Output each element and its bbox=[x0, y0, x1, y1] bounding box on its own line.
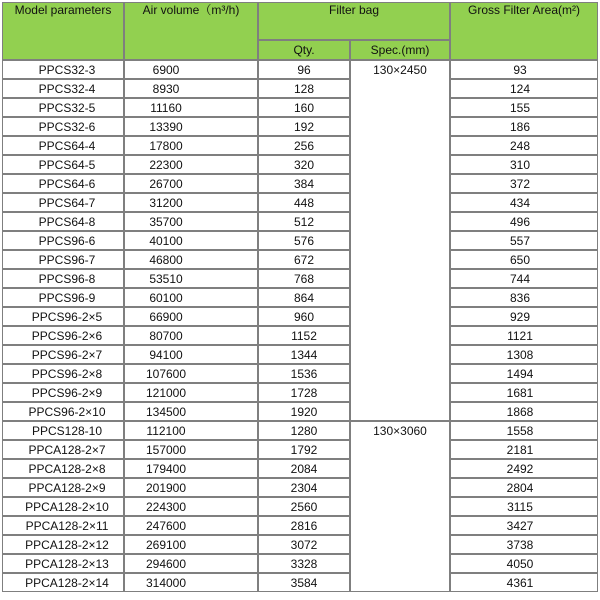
table-row bbox=[2, 136, 598, 155]
cell-model: PPCA128-2×12 bbox=[2, 535, 124, 554]
table-row bbox=[2, 231, 598, 250]
cell-qty: 864 bbox=[258, 288, 350, 307]
cell-air-volume: 314000 bbox=[124, 573, 258, 592]
cell-area: 557 bbox=[450, 231, 598, 250]
cell-area: 929 bbox=[450, 307, 598, 326]
cell-model: PPCS64-4 bbox=[2, 136, 124, 155]
cell-air-volume: 121000 bbox=[124, 383, 258, 402]
cell-air-volume: 35700 bbox=[124, 212, 258, 231]
cell-model: PPCA128-2×10 bbox=[2, 497, 124, 516]
cell-spec: 130×3060 bbox=[350, 421, 450, 592]
cell-area: 1681 bbox=[450, 383, 598, 402]
cell-model: PPCA128-2×11 bbox=[2, 516, 124, 535]
cell-qty: 128 bbox=[258, 79, 350, 98]
cell-area: 496 bbox=[450, 212, 598, 231]
table-row bbox=[2, 326, 598, 345]
cell-qty: 1728 bbox=[258, 383, 350, 402]
header-filter-bag: Filter bag bbox=[258, 2, 450, 40]
table-row bbox=[2, 155, 598, 174]
cell-area: 1868 bbox=[450, 402, 598, 421]
table-row bbox=[2, 516, 598, 535]
cell-area: 650 bbox=[450, 250, 598, 269]
cell-model: PPCS96-2×6 bbox=[2, 326, 124, 345]
cell-area: 124 bbox=[450, 79, 598, 98]
table-row bbox=[2, 421, 598, 440]
cell-area: 186 bbox=[450, 117, 598, 136]
cell-qty: 160 bbox=[258, 98, 350, 117]
table-row bbox=[2, 345, 598, 364]
cell-qty: 448 bbox=[258, 193, 350, 212]
cell-air-volume: 80700 bbox=[124, 326, 258, 345]
cell-qty: 1152 bbox=[258, 326, 350, 345]
cell-model: PPCS96-2×5 bbox=[2, 307, 124, 326]
table-row bbox=[2, 60, 598, 79]
cell-area: 434 bbox=[450, 193, 598, 212]
cell-qty: 1280 bbox=[258, 421, 350, 440]
cell-qty: 1792 bbox=[258, 440, 350, 459]
table-row bbox=[2, 535, 598, 554]
table-row bbox=[2, 79, 598, 98]
cell-model: PPCS96-8 bbox=[2, 269, 124, 288]
cell-model: PPCS64-6 bbox=[2, 174, 124, 193]
cell-air-volume: 13390 bbox=[124, 117, 258, 136]
cell-model: PPCA128-2×7 bbox=[2, 440, 124, 459]
cell-model: PPCA128-2×8 bbox=[2, 459, 124, 478]
spec-table bbox=[2, 2, 598, 592]
cell-qty: 320 bbox=[258, 155, 350, 174]
header-gross-filter-area: Gross Filter Area(m²) bbox=[450, 2, 598, 60]
cell-air-volume: 269100 bbox=[124, 535, 258, 554]
cell-model: PPCA128-2×9 bbox=[2, 478, 124, 497]
cell-model: PPCS64-7 bbox=[2, 193, 124, 212]
table-row bbox=[2, 307, 598, 326]
table-row bbox=[2, 478, 598, 497]
cell-area: 3738 bbox=[450, 535, 598, 554]
table-row bbox=[2, 459, 598, 478]
header-model-parameters: Model parameters bbox=[2, 2, 124, 60]
cell-model: PPCS32-3 bbox=[2, 60, 124, 79]
cell-qty: 2816 bbox=[258, 516, 350, 535]
cell-air-volume: 6900 bbox=[124, 60, 258, 79]
cell-area: 744 bbox=[450, 269, 598, 288]
cell-air-volume: 94100 bbox=[124, 345, 258, 364]
table-row bbox=[2, 440, 598, 459]
cell-qty: 2560 bbox=[258, 497, 350, 516]
header-air-volume: Air volume（m³/h) bbox=[124, 2, 258, 60]
cell-air-volume: 294600 bbox=[124, 554, 258, 573]
cell-qty: 384 bbox=[258, 174, 350, 193]
cell-air-volume: 26700 bbox=[124, 174, 258, 193]
cell-model: PPCS64-5 bbox=[2, 155, 124, 174]
cell-model: PPCS96-2×10 bbox=[2, 402, 124, 421]
cell-model: PPCA128-2×13 bbox=[2, 554, 124, 573]
cell-model: PPCS96-7 bbox=[2, 250, 124, 269]
cell-air-volume: 107600 bbox=[124, 364, 258, 383]
table-row bbox=[2, 554, 598, 573]
cell-air-volume: 17800 bbox=[124, 136, 258, 155]
cell-qty: 1536 bbox=[258, 364, 350, 383]
cell-air-volume: 11160 bbox=[124, 98, 258, 117]
cell-area: 2492 bbox=[450, 459, 598, 478]
cell-qty: 192 bbox=[258, 117, 350, 136]
cell-qty: 3328 bbox=[258, 554, 350, 573]
cell-qty: 1920 bbox=[258, 402, 350, 421]
cell-model: PPCS128-10 bbox=[2, 421, 124, 440]
cell-model: PPCA128-2×14 bbox=[2, 573, 124, 592]
cell-air-volume: 179400 bbox=[124, 459, 258, 478]
cell-air-volume: 53510 bbox=[124, 269, 258, 288]
header-spec: Spec.(mm) bbox=[350, 40, 450, 60]
cell-air-volume: 46800 bbox=[124, 250, 258, 269]
table-row bbox=[2, 212, 598, 231]
cell-air-volume: 224300 bbox=[124, 497, 258, 516]
cell-area: 372 bbox=[450, 174, 598, 193]
cell-qty: 576 bbox=[258, 231, 350, 250]
cell-model: PPCS96-2×7 bbox=[2, 345, 124, 364]
cell-qty: 1344 bbox=[258, 345, 350, 364]
cell-air-volume: 8930 bbox=[124, 79, 258, 98]
table-row bbox=[2, 250, 598, 269]
cell-area: 93 bbox=[450, 60, 598, 79]
cell-qty: 960 bbox=[258, 307, 350, 326]
cell-area: 2804 bbox=[450, 478, 598, 497]
cell-qty: 3072 bbox=[258, 535, 350, 554]
cell-air-volume: 40100 bbox=[124, 231, 258, 250]
table-body bbox=[2, 60, 598, 592]
cell-area: 4050 bbox=[450, 554, 598, 573]
cell-area: 3115 bbox=[450, 497, 598, 516]
cell-air-volume: 157000 bbox=[124, 440, 258, 459]
table-row bbox=[2, 269, 598, 288]
cell-model: PPCS96-9 bbox=[2, 288, 124, 307]
cell-area: 836 bbox=[450, 288, 598, 307]
cell-air-volume: 66900 bbox=[124, 307, 258, 326]
cell-qty: 256 bbox=[258, 136, 350, 155]
cell-qty: 512 bbox=[258, 212, 350, 231]
table-row bbox=[2, 573, 598, 592]
cell-air-volume: 31200 bbox=[124, 193, 258, 212]
cell-area: 3427 bbox=[450, 516, 598, 535]
table-row bbox=[2, 288, 598, 307]
cell-air-volume: 134500 bbox=[124, 402, 258, 421]
cell-qty: 672 bbox=[258, 250, 350, 269]
table-row bbox=[2, 117, 598, 136]
cell-air-volume: 247600 bbox=[124, 516, 258, 535]
cell-model: PPCS32-4 bbox=[2, 79, 124, 98]
table-row bbox=[2, 364, 598, 383]
cell-air-volume: 112100 bbox=[124, 421, 258, 440]
cell-qty: 96 bbox=[258, 60, 350, 79]
cell-qty: 2304 bbox=[258, 478, 350, 497]
table-row bbox=[2, 402, 598, 421]
cell-model: PPCS64-8 bbox=[2, 212, 124, 231]
cell-model: PPCS32-5 bbox=[2, 98, 124, 117]
cell-air-volume: 22300 bbox=[124, 155, 258, 174]
cell-spec: 130×2450 bbox=[350, 60, 450, 421]
cell-air-volume: 201900 bbox=[124, 478, 258, 497]
cell-model: PPCS96-2×9 bbox=[2, 383, 124, 402]
table-row bbox=[2, 497, 598, 516]
table-header bbox=[2, 2, 598, 60]
table-row bbox=[2, 174, 598, 193]
cell-qty: 768 bbox=[258, 269, 350, 288]
cell-area: 155 bbox=[450, 98, 598, 117]
cell-area: 248 bbox=[450, 136, 598, 155]
cell-model: PPCS32-6 bbox=[2, 117, 124, 136]
table-row bbox=[2, 193, 598, 212]
cell-area: 1308 bbox=[450, 345, 598, 364]
cell-area: 4361 bbox=[450, 573, 598, 592]
cell-model: PPCS96-2×8 bbox=[2, 364, 124, 383]
cell-qty: 2084 bbox=[258, 459, 350, 478]
cell-area: 1494 bbox=[450, 364, 598, 383]
cell-air-volume: 60100 bbox=[124, 288, 258, 307]
header-qty: Qty. bbox=[258, 40, 350, 60]
cell-area: 2181 bbox=[450, 440, 598, 459]
table-row bbox=[2, 98, 598, 117]
cell-model: PPCS96-6 bbox=[2, 231, 124, 250]
table-row bbox=[2, 383, 598, 402]
cell-area: 1121 bbox=[450, 326, 598, 345]
cell-qty: 3584 bbox=[258, 573, 350, 592]
cell-area: 1558 bbox=[450, 421, 598, 440]
cell-area: 310 bbox=[450, 155, 598, 174]
header-row-main bbox=[2, 2, 598, 40]
